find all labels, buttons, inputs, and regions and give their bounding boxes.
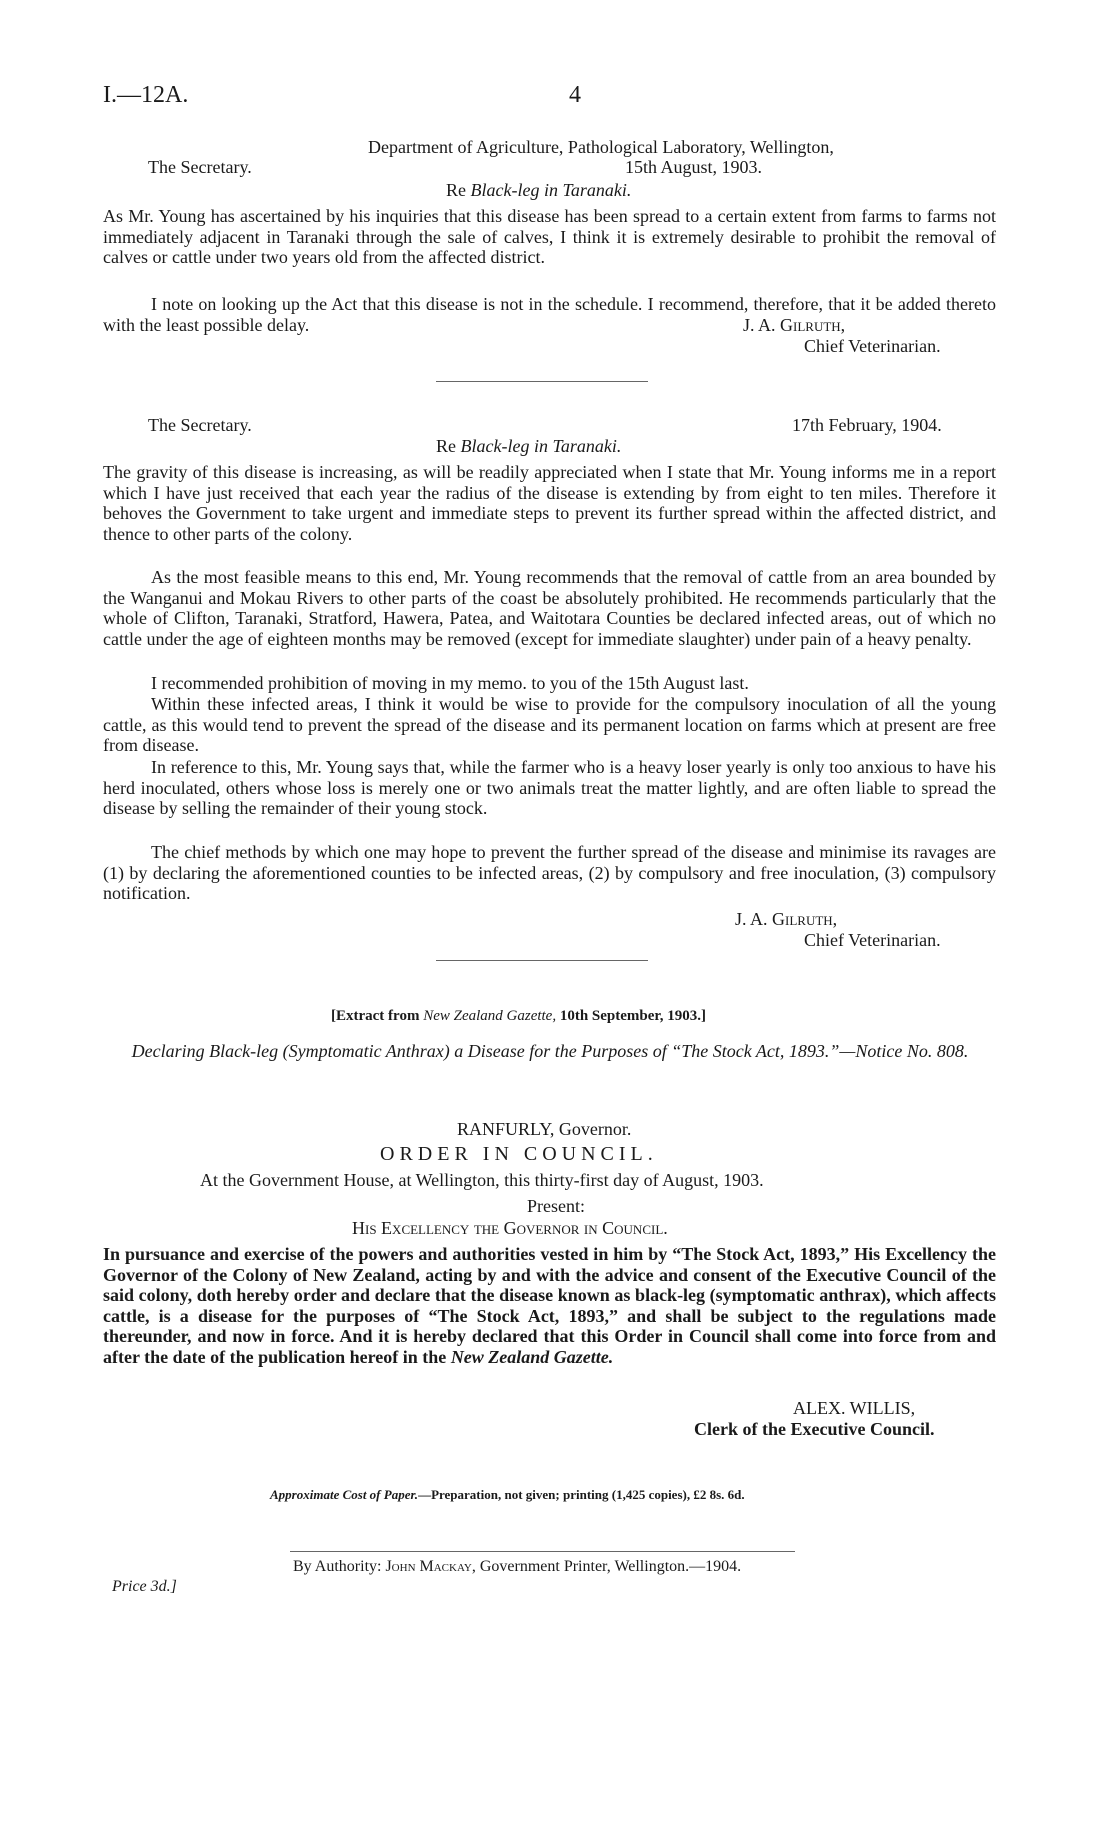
extract-source: New Zealand Gazette, xyxy=(423,1008,557,1024)
printer-name: John Mackay, xyxy=(385,1558,476,1575)
memo1-subject xyxy=(446,180,631,201)
present-who: His Excellency the Governor in Council. xyxy=(352,1218,668,1238)
memo2-paragraph: I recommended prohibition of moving in my memo. to you of the 15th August last. xyxy=(151,673,749,693)
memo1-subject-text: Black-leg in Taranaki. xyxy=(470,180,632,200)
memo1-paragraph: As Mr. Young has ascertained by his inquiries that this disease has been spread to a certain extent from farms to farms not immediately adjacent in Taranaki through the sale of calves, I think it is extremely desirable to prohibit the removal of calves or cattle under two years old from the affected district. xyxy=(103,206,996,267)
memo2-subject-prefix: Re xyxy=(436,436,456,456)
cost-label: Approximate Cost of Paper. xyxy=(270,1487,419,1502)
memo1-subject-prefix: Re xyxy=(446,180,466,200)
memo2-date: 17th February, 1904. xyxy=(792,415,942,435)
printer-line xyxy=(293,1558,741,1576)
memo1-signature-name: J. A. Gilruth, xyxy=(743,315,846,335)
order-in-council-heading: ORDER IN COUNCIL. xyxy=(380,1143,658,1165)
order-body-text: In pursuance and exercise of the powers and authorities vested in him by “The Stock Act, 1893,” His Excellency the Governor of the Colony of New Zealand, acting by and with the advice and consent of the Executive Council of the said colony, doth hereby order and declare that the disease known as black-leg (symptomatic anthrax), which affects cattle, is a disease for the purposes of “The Stock Act, 1893,” and shall be subject to the regulations made thereunder, and now in force. And it is hereby declared that this Order in Council shall come into force from and after the date of the publication hereof in the xyxy=(103,1244,996,1367)
footer-rule xyxy=(290,1551,795,1552)
section-divider xyxy=(436,960,648,961)
document-reference: I.—12A. xyxy=(103,82,189,108)
memo2-paragraph: In reference to this, Mr. Young says that, while the farmer who is a heavy loser yearly is only too anxious to have his herd inoculated, others whose loss is merely one or two animals treat the matter lightly, and are often liable to spread the disease by selling the remainder of their young stock. xyxy=(103,757,996,818)
memo2-subject-text: Black-leg in Taranaki. xyxy=(460,436,622,456)
memo2-paragraph: The gravity of this disease is increasing, as will be readily appreciated when I state that Mr. Young informs me in a report which I have just received that each year the radius of the disease is extending by from eight to ten miles. Therefore it behoves the Government to take urgent and immediate steps to prevent its further spread within the affected district, and thence to other parts of the colony. xyxy=(103,462,996,544)
signer-name: ALEX. WILLIS, xyxy=(793,1398,916,1418)
memo1-date: 15th August, 1903. xyxy=(625,157,763,177)
memo2-paragraph: The chief methods by which one may hope to prevent the further spread of the disease and minimise its ravages are (1) by declaring the aforementioned counties to be infected areas, (2) by compulsory and free inoculation, (3) compulsory notification. xyxy=(103,842,996,903)
extract-suffix: 10th September, 1903.] xyxy=(559,1008,706,1024)
memo1-signature-title: Chief Veterinarian. xyxy=(804,336,941,356)
order-body xyxy=(103,1244,996,1367)
memo2-paragraph: As the most feasible means to this end, Mr. Young recommends that the removal of cattle from an area bounded by the Wanganui and Mokau Rivers to other parts of the coast be absolutely prohibited. He recommends particularly that the whole of Clifton, Taranaki, Stratford, Hawera, Patea, and Waitotara Counties be declared infected areas, out of which no cattle under the age of eighteen months may be removed (except for immediate slaughter) under pain of a heavy penalty. xyxy=(103,567,996,649)
printer-rest: Government Printer, Wellington.—1904. xyxy=(479,1558,742,1575)
memo2-paragraph: Within these infected areas, I think it would be wise to provide for the compulsory inoculation of all the young cattle, as this would tend to prevent the spread of the disease and its permanent location on farms which at present are free from disease. xyxy=(103,694,996,755)
place-date-line: At the Government House, at Wellington, this thirty-first day of August, 1903. xyxy=(200,1170,764,1190)
authority-prefix: By Authority: xyxy=(293,1558,382,1575)
section-divider xyxy=(436,381,648,382)
memo2-addressee: The Secretary. xyxy=(148,415,252,435)
cost-line xyxy=(270,1487,745,1503)
declaring-title: Declaring Black-leg (Symptomatic Anthrax) a Disease for the Purposes of “The Stock Act, 1893.”—Notice No. 808. xyxy=(131,1041,969,1061)
memo1-paragraph: I note on looking up the Act that this disease is not in the schedule. I recommend, therefore, that it be added thereto with the least possible delay. xyxy=(103,294,996,335)
memo2-signature-title: Chief Veterinarian. xyxy=(804,930,941,950)
price-label: Price 3d.] xyxy=(112,1578,177,1595)
gazette-extract-line xyxy=(331,1008,706,1025)
extract-prefix: [Extract from xyxy=(331,1008,420,1024)
signer-title: Clerk of the Executive Council. xyxy=(694,1419,935,1439)
memo2-signature-name: J. A. Gilruth, xyxy=(735,909,838,929)
memo1-from-line: Department of Agriculture, Pathological Laboratory, Wellington, xyxy=(368,137,834,157)
memo1-addressee: The Secretary. xyxy=(148,157,252,177)
page-number: 4 xyxy=(569,82,581,108)
present-label: Present: xyxy=(527,1196,585,1216)
governor-name: RANFURLY, Governor. xyxy=(457,1119,632,1139)
order-body-gazette: New Zealand Gazette. xyxy=(450,1346,614,1367)
cost-text: —Preparation, not given; printing (1,425 copies), £2 8s. 6d. xyxy=(418,1487,745,1502)
memo2-subject xyxy=(436,436,621,457)
